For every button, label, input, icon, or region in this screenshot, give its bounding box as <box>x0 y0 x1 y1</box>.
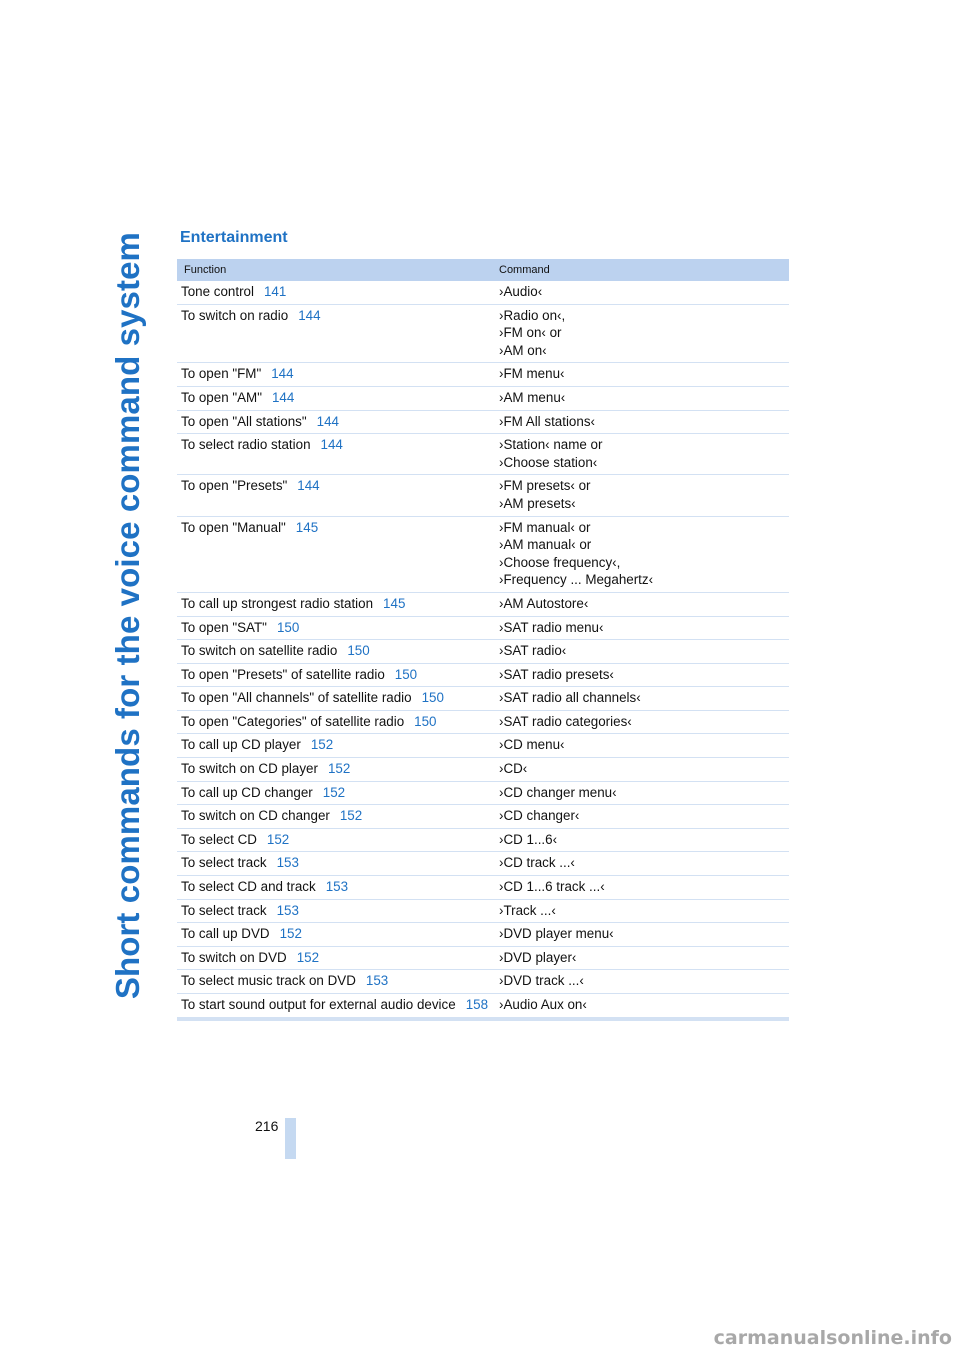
command-cell: ›Radio on‹, ›FM on‹ or ›AM on‹ <box>499 307 566 358</box>
table-body <box>177 281 789 1018</box>
command-cell: ›SAT radio presets‹ <box>499 666 614 682</box>
function-text: To start sound output for external audio device <box>181 997 456 1012</box>
function-cell <box>177 878 493 896</box>
table-row <box>177 947 789 971</box>
function-text: To open "All channels" of satellite radio <box>181 690 412 706</box>
function-cell <box>177 389 493 407</box>
function-text: To select CD <box>181 831 257 847</box>
function-cell <box>177 736 493 754</box>
command-cell: ›FM presets‹ or ›AM presets‹ <box>499 478 591 511</box>
function-cell <box>177 713 493 731</box>
footer-watermark: carmanualsonline.info <box>713 1327 952 1349</box>
page-reference-link[interactable]: 150 <box>347 643 370 659</box>
command-cell: ›FM manual‹ or ›AM manual‹ or ›Choose frequency‹, ›Frequency ... Megahertz‹ <box>499 519 654 588</box>
page-reference-link[interactable]: 153 <box>325 879 349 895</box>
table-row <box>177 782 789 806</box>
command-cell: ›CD 1...6‹ <box>499 831 558 847</box>
page-reference-link[interactable]: 153 <box>365 973 389 989</box>
function-cell <box>177 519 493 589</box>
table-row <box>177 305 789 364</box>
page-reference-link[interactable]: 152 <box>279 926 302 942</box>
function-text: To select radio station <box>181 437 311 453</box>
command-cell: ›FM menu‹ <box>499 366 565 382</box>
table-row <box>177 640 789 664</box>
table-row <box>177 829 789 853</box>
table-row <box>177 664 789 688</box>
command-cell: ›SAT radio menu‹ <box>499 619 604 635</box>
function-cell <box>177 619 493 637</box>
function-cell <box>177 436 493 471</box>
table-row <box>177 687 789 711</box>
table-header <box>177 259 789 281</box>
table-row <box>177 517 789 593</box>
function-text: To select track <box>181 855 267 871</box>
function-cell <box>177 760 493 778</box>
table-row <box>177 876 789 900</box>
table-bottom-rule <box>177 1018 789 1021</box>
table-row <box>177 434 789 475</box>
function-text: To open "Presets" <box>181 478 288 494</box>
function-cell <box>177 807 493 825</box>
function-text: To open "Categories" of satellite radio <box>181 713 405 729</box>
command-cell: ›Audio Aux on‹ <box>499 997 587 1012</box>
table-row <box>177 805 789 829</box>
function-cell <box>177 784 493 802</box>
command-cell: ›SAT radio categories‹ <box>499 713 632 729</box>
command-cell: ›Audio‹ <box>499 284 543 299</box>
page-reference-link[interactable]: 144 <box>271 366 294 382</box>
page-reference-link[interactable]: 145 <box>295 519 319 535</box>
command-cell: ›AM Autostore‹ <box>499 595 589 611</box>
function-cell <box>177 902 493 920</box>
side-chapter-title: Short commands for the voice command system <box>109 232 146 1000</box>
table-row <box>177 475 789 516</box>
table-row <box>177 758 789 782</box>
page-reference-link[interactable]: 141 <box>263 284 287 299</box>
function-text: To open "Manual" <box>181 519 286 535</box>
commands-table <box>177 259 789 1021</box>
page-reference-link[interactable]: 152 <box>310 737 334 753</box>
command-cell: ›CD menu‹ <box>499 737 565 753</box>
function-text: To call up strongest radio station <box>181 595 374 611</box>
command-cell: ›DVD player‹ <box>499 949 577 965</box>
function-cell <box>177 477 493 512</box>
function-text: To select CD and track <box>181 879 316 895</box>
function-text: To call up CD changer <box>181 784 313 800</box>
command-cell: ›CD changer menu‹ <box>499 784 617 800</box>
function-cell <box>177 283 493 301</box>
table-row <box>177 900 789 924</box>
function-text: To switch on CD player <box>181 761 318 777</box>
command-cell: ›CD changer‹ <box>499 808 580 824</box>
function-text: To switch on radio <box>181 307 289 323</box>
function-cell <box>177 949 493 967</box>
function-text: To open "AM" <box>181 389 262 405</box>
function-cell <box>177 689 493 707</box>
function-cell <box>177 307 493 360</box>
function-cell <box>177 642 493 660</box>
page-number: 216 <box>255 1118 279 1134</box>
page-reference-link[interactable]: 152 <box>322 784 346 800</box>
function-text: To call up DVD <box>181 926 270 942</box>
table-row <box>177 711 789 735</box>
table-row <box>177 734 789 758</box>
header-function: Function <box>184 264 227 276</box>
page-reference-link[interactable]: 144 <box>297 478 320 494</box>
table-row <box>177 411 789 435</box>
command-cell: ›CD‹ <box>499 761 528 777</box>
function-text: To select track <box>181 902 267 918</box>
command-cell: ›AM menu‹ <box>499 389 566 405</box>
table-row <box>177 852 789 876</box>
table-row <box>177 970 789 994</box>
function-cell <box>177 365 493 383</box>
table-row <box>177 363 789 387</box>
function-text: To switch on satellite radio <box>181 643 338 659</box>
page-reference-link[interactable]: 152 <box>296 949 320 965</box>
header-command: Command <box>499 264 550 276</box>
command-cell: ›DVD track ...‹ <box>499 973 584 989</box>
page-reference-link[interactable]: 158 <box>465 997 489 1012</box>
page-reference-link[interactable]: 144 <box>316 413 339 429</box>
function-cell <box>177 972 493 990</box>
function-text: To open "Presets" of satellite radio <box>181 666 385 682</box>
page-reference-link[interactable]: 152 <box>266 831 290 847</box>
command-cell: ›CD 1...6 track ...‹ <box>499 879 605 895</box>
function-text: To select music track on DVD <box>181 973 356 989</box>
page-reference-link[interactable]: 150 <box>394 666 418 682</box>
table-row <box>177 617 789 641</box>
page-reference-link[interactable]: 153 <box>276 902 299 918</box>
page-reference-link[interactable]: 150 <box>276 619 300 635</box>
function-cell <box>177 831 493 849</box>
function-text: Tone control <box>181 284 254 299</box>
command-cell: ›SAT radio all channels‹ <box>499 690 641 706</box>
table-row <box>177 994 789 1018</box>
command-cell: ›CD track ...‹ <box>499 855 575 871</box>
function-text: To switch on CD changer <box>181 808 330 824</box>
page-reference-link[interactable]: 144 <box>320 437 343 453</box>
command-cell: ›FM All stations‹ <box>499 413 595 429</box>
page-reference-link[interactable]: 144 <box>271 389 295 405</box>
function-cell <box>177 854 493 872</box>
function-text: To switch on DVD <box>181 949 287 965</box>
function-text: To open "All stations" <box>181 413 307 429</box>
page-reference-link[interactable]: 150 <box>414 713 437 729</box>
function-cell <box>177 413 493 431</box>
table-row <box>177 387 789 411</box>
page-reference-link[interactable]: 153 <box>276 855 299 871</box>
table-row <box>177 281 789 305</box>
page-reference-link[interactable]: 145 <box>383 595 406 611</box>
function-cell <box>177 925 493 943</box>
command-cell: ›SAT radio‹ <box>499 643 567 659</box>
page-reference-link[interactable]: 144 <box>298 307 321 323</box>
command-cell: ›Track ...‹ <box>499 902 556 918</box>
page-reference-link[interactable]: 150 <box>421 690 444 706</box>
section-heading: Entertainment <box>180 229 288 246</box>
page-reference-link[interactable]: 152 <box>339 808 363 824</box>
function-cell <box>177 666 493 684</box>
command-cell: ›Station‹ name or ›Choose station‹ <box>499 437 603 470</box>
page-marker-bar <box>285 1118 296 1159</box>
page-reference-link[interactable]: 152 <box>327 761 351 777</box>
command-cell: ›DVD player menu‹ <box>499 926 614 942</box>
function-text: To call up CD player <box>181 737 301 753</box>
table-row <box>177 923 789 947</box>
function-cell <box>177 996 493 1014</box>
table-row <box>177 593 789 617</box>
function-text: To open "FM" <box>181 366 262 382</box>
function-cell <box>177 595 493 613</box>
function-text: To open "SAT" <box>181 619 267 635</box>
